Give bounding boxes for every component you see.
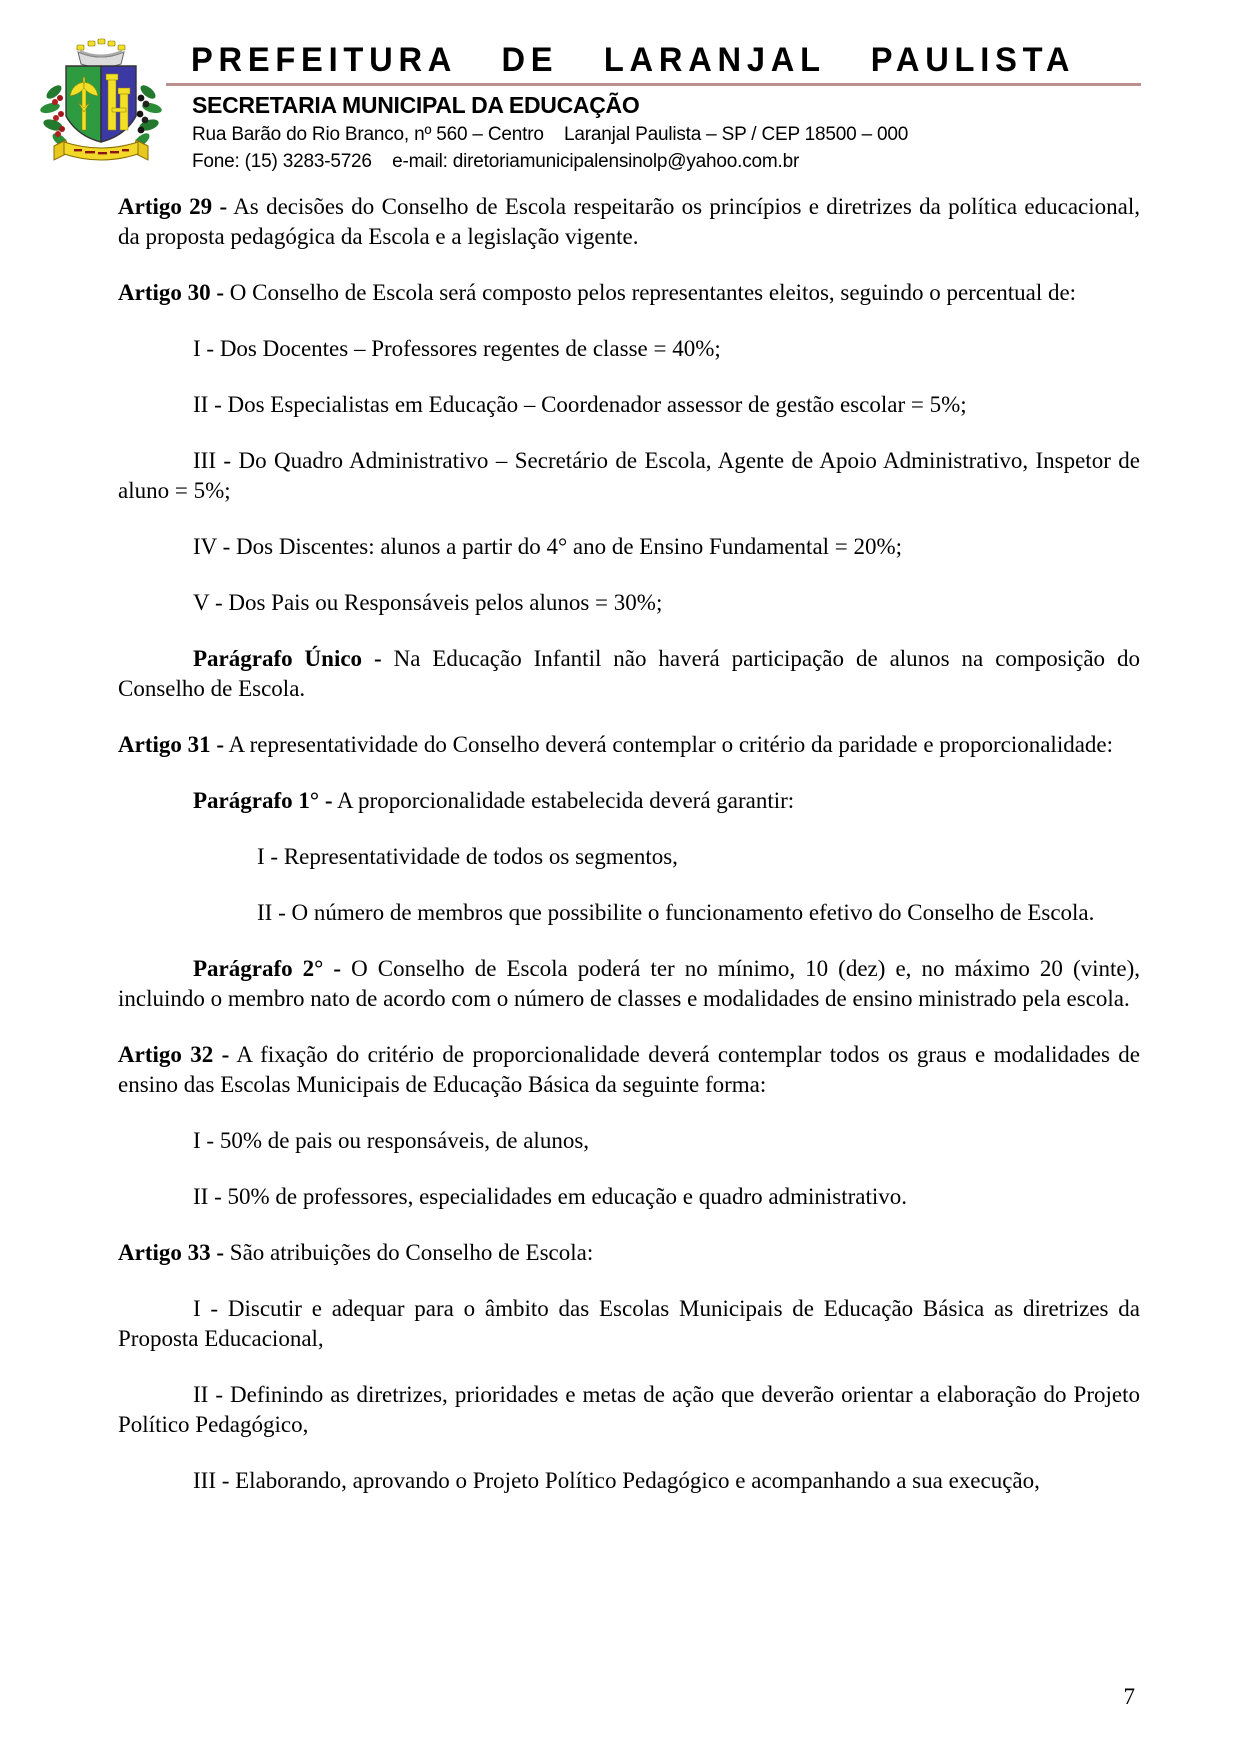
item-i-50-pais: I - 50% de pais ou responsáveis, de alunos, <box>193 1128 590 1153</box>
paragrafo-2: Parágrafo 2° - O Conselho de Escola poderá ter no mínimo, 10 (dez) e, no máximo 20 (vinte), incluindo o membro nato de acordo com o número de classes e modalidades de ensino ministrado pela escola. <box>118 956 1141 1011</box>
item-i-discutir: I - Discutir e adequar para o âmbito das Escolas Municipais de Educação Básica as diretrizes da Proposta Educacional, <box>118 1296 1140 1351</box>
paragraph-artigo-30: Artigo 30 - O Conselho de Escola será composto pelos representantes eleitos, seguindo o percentual de: <box>118 280 1077 305</box>
letterhead <box>166 42 1141 175</box>
paragraph-artigo-33: Artigo 33 - São atribuições do Conselho de Escola: <box>118 1240 594 1265</box>
paragrafo-1: Parágrafo 1° - A proporcionalidade estabelecida deverá garantir: <box>193 788 795 813</box>
item-ii-especialistas: II - Dos Especialistas em Educação – Coordenador assessor de gestão escolar = 5%; <box>193 392 967 417</box>
item-iii-quadro-administrativo: III - Do Quadro Administrativo – Secretário de Escola, Agente de Apoio Administrativo, Inspetor de aluno = 5%; <box>118 448 1140 503</box>
paragraph-artigo-29: Artigo 29 - As decisões do Conselho de Escola respeitarão os princípios e diretrizes da política educacional, da proposta pedagógica da Escola e a legislação vigente. <box>118 194 1140 249</box>
org-contact: Fone: (15) 3283-5726 e-mail: diretoriamunicipalensinolp@yahoo.com.br <box>192 151 800 172</box>
item-i-representatividade: I - Representatividade de todos os segmentos, <box>257 844 678 869</box>
item-ii-definindo: II - Definindo as diretrizes, prioridades e metas de ação que deverão orientar a elaboração do Projeto Político Pedagógico, <box>118 1382 1140 1437</box>
page-number: 7 <box>1123 1684 1135 1709</box>
document-body <box>118 192 1140 1522</box>
item-ii-50-professores: II - 50% de professores, especialidades em educação e quadro administrativo. <box>193 1184 907 1209</box>
item-i-docentes: I - Dos Docentes – Professores regentes de classe = 40%; <box>193 336 721 361</box>
paragrafo-unico: Parágrafo Único - Na Educação Infantil não haverá participação de alunos na composição do Conselho de Escola. <box>118 646 1140 701</box>
paragraph-artigo-31: Artigo 31 - A representatividade do Conselho deverá contemplar o critério da paridade e proporcionalidade: <box>118 732 1114 757</box>
item-ii-numero-membros: II - O número de membros que possibilite o funcionamento efetivo do Conselho de Escola. <box>257 900 1095 925</box>
org-title: PREFEITURA DE LARANJAL PAULISTA <box>190 41 1076 79</box>
item-iv-discentes: IV - Dos Discentes: alunos a partir do 4° ano de Ensino Fundamental = 20%; <box>193 534 903 559</box>
org-subtitle: SECRETARIA MUNICIPAL DA EDUCAÇÃO <box>192 92 640 118</box>
header-rule <box>166 83 1141 86</box>
paragraph-artigo-32: Artigo 32 - A fixação do critério de proporcionalidade deverá contemplar todos os graus e modalidades de ensino das Escolas Municipais de Educação Básica da seguinte forma: <box>118 1042 1140 1097</box>
item-iii-elaborando: III - Elaborando, aprovando o Projeto Político Pedagógico e acompanhando a sua execução, <box>193 1468 1040 1493</box>
org-address: Rua Barão do Rio Branco, nº 560 – Centro Laranjal Paulista – SP / CEP 18500 – 000 <box>192 124 909 145</box>
item-v-pais: V - Dos Pais ou Responsáveis pelos alunos = 30%; <box>193 590 663 615</box>
coat-of-arms-icon <box>40 30 162 172</box>
